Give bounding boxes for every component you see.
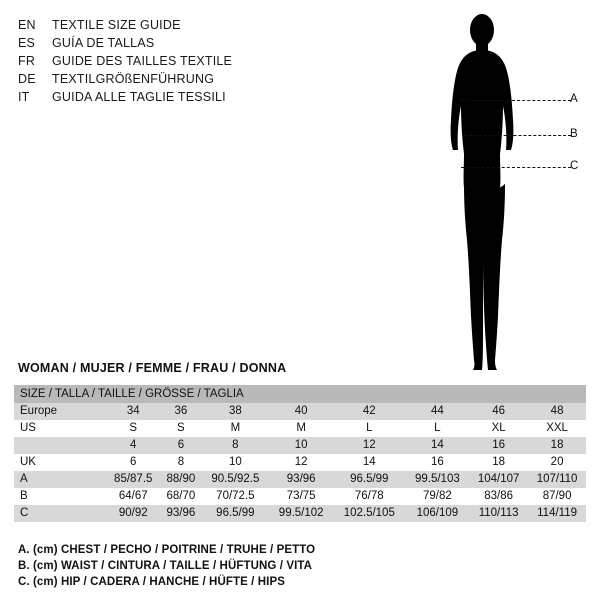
language-code: EN: [18, 18, 36, 32]
cell: 79/82: [406, 488, 470, 505]
cell: 102.5/105: [333, 505, 406, 522]
waist-measure-line: [464, 135, 571, 136]
cell: 64/67: [106, 488, 160, 505]
cell: XXL: [528, 420, 586, 437]
cell: XL: [469, 420, 528, 437]
cell: 48: [528, 403, 586, 420]
cell: 85/87.5: [106, 471, 160, 488]
cell: 38: [201, 403, 269, 420]
cell: 83/86: [469, 488, 528, 505]
row-label: A: [14, 471, 106, 488]
cell: 10: [201, 454, 269, 471]
cell: 44: [406, 403, 470, 420]
hip-measure-label: C: [570, 160, 579, 172]
note-hip: C. (cm) HIP / CADERA / HANCHE / HÜFTE / HIPS: [18, 576, 286, 588]
language-code: IT: [18, 90, 30, 104]
cell: 16: [406, 454, 470, 471]
cell: S: [106, 420, 160, 437]
chest-measure-label: A: [570, 93, 578, 105]
language-row: [18, 70, 348, 88]
waist-measure-label: B: [570, 128, 578, 140]
cell: 46: [469, 403, 528, 420]
cell: 68/70: [160, 488, 201, 505]
table-row: [14, 403, 586, 420]
language-title: TEXTILE SIZE GUIDE: [52, 18, 181, 32]
cell: 6: [106, 454, 160, 471]
note-chest: A. (cm) CHEST / PECHO / POITRINE / TRUHE / PETTO: [18, 544, 316, 556]
cell: 99.5/103: [406, 471, 470, 488]
row-label: Europe: [14, 403, 106, 420]
language-row: [18, 52, 348, 70]
measurement-notes: [18, 542, 578, 590]
cell: 6: [160, 437, 201, 454]
cell: 18: [528, 437, 586, 454]
language-title: TEXTILGRÖßENFÜHRUNG: [52, 72, 215, 86]
hip-measure-line: [461, 167, 571, 168]
cell: 14: [333, 454, 406, 471]
table-row: [14, 420, 586, 437]
row-label: B: [14, 488, 106, 505]
cell: 114/119: [528, 505, 586, 522]
cell: 73/75: [269, 488, 333, 505]
cell: 87/90: [528, 488, 586, 505]
table-header-label: SIZE / TALLA / TAILLE / GRÖSSE / TAGLIA: [14, 385, 586, 403]
language-title: GUÍA DE TALLAS: [52, 36, 155, 50]
language-row: [18, 16, 348, 34]
language-code: ES: [18, 36, 36, 50]
section-title: WOMAN / MUJER / FEMME / FRAU / DONNA: [18, 361, 287, 375]
female-silhouette-icon: [420, 8, 590, 378]
cell: 99.5/102: [269, 505, 333, 522]
cell: 88/90: [160, 471, 201, 488]
table-header-row: [14, 385, 586, 403]
language-code: DE: [18, 72, 36, 86]
table-row: [14, 488, 586, 505]
language-header-block: [18, 16, 348, 106]
row-label: UK: [14, 454, 106, 471]
cell: 70/72.5: [201, 488, 269, 505]
cell: 42: [333, 403, 406, 420]
cell: 93/96: [269, 471, 333, 488]
table-row: [14, 437, 586, 454]
chest-measure-line: [461, 100, 571, 101]
cell: 34: [106, 403, 160, 420]
table-row: [14, 454, 586, 471]
language-title: GUIDA ALLE TAGLIE TESSILI: [52, 90, 226, 104]
language-row: [18, 34, 348, 52]
row-label: C: [14, 505, 106, 522]
cell: 36: [160, 403, 201, 420]
row-label: [14, 437, 106, 454]
cell: 93/96: [160, 505, 201, 522]
cell: 40: [269, 403, 333, 420]
table-row: [14, 505, 586, 522]
cell: 76/78: [333, 488, 406, 505]
language-title: GUIDE DES TAILLES TEXTILE: [52, 54, 233, 68]
table-row: [14, 471, 586, 488]
cell: 110/113: [469, 505, 528, 522]
cell: 12: [333, 437, 406, 454]
cell: 106/109: [406, 505, 470, 522]
cell: 10: [269, 437, 333, 454]
note-waist: B. (cm) WAIST / CINTURA / TAILLE / HÜFTUNG / VITA: [18, 560, 313, 572]
cell: 8: [201, 437, 269, 454]
cell: 107/110: [528, 471, 586, 488]
cell: 104/107: [469, 471, 528, 488]
cell: 16: [469, 437, 528, 454]
cell: M: [201, 420, 269, 437]
cell: L: [406, 420, 470, 437]
cell: 20: [528, 454, 586, 471]
cell: L: [333, 420, 406, 437]
cell: 8: [160, 454, 201, 471]
cell: 96.5/99: [201, 505, 269, 522]
size-table: [14, 385, 586, 522]
cell: 96.5/99: [333, 471, 406, 488]
cell: S: [160, 420, 201, 437]
language-code: FR: [18, 54, 36, 68]
cell: 18: [469, 454, 528, 471]
cell: 90/92: [106, 505, 160, 522]
cell: 90.5/92.5: [201, 471, 269, 488]
cell: 4: [106, 437, 160, 454]
cell: 12: [269, 454, 333, 471]
row-label: US: [14, 420, 106, 437]
cell: 14: [406, 437, 470, 454]
measurement-figure: [420, 8, 590, 378]
cell: M: [269, 420, 333, 437]
language-row: [18, 88, 348, 106]
